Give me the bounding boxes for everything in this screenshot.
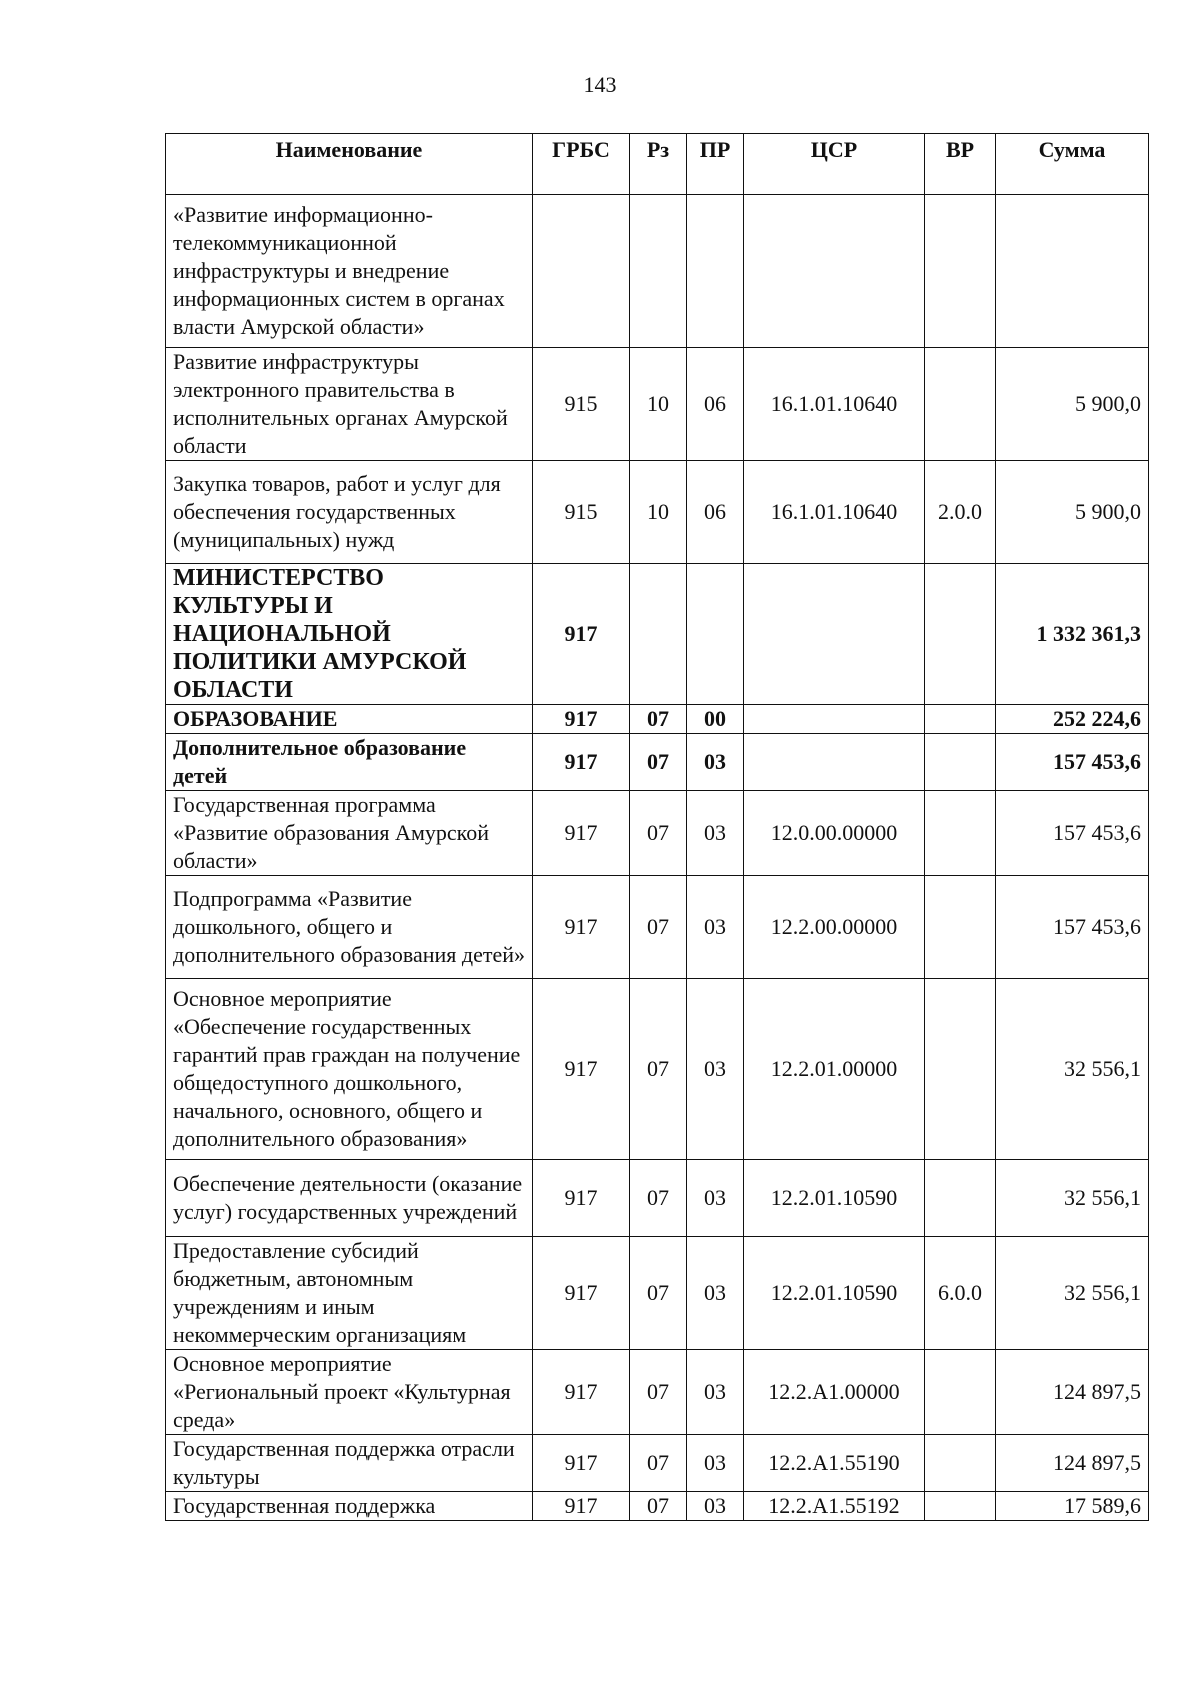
cell-vr (925, 705, 996, 734)
cell-sum: 157 453,6 (996, 791, 1149, 876)
cell-rz: 07 (630, 705, 687, 734)
cell-pr: 03 (687, 791, 744, 876)
cell-rz: 07 (630, 1160, 687, 1237)
cell-grbs: 917 (533, 1237, 630, 1350)
cell-grbs: 917 (533, 1492, 630, 1521)
header-name: Наименование (166, 134, 533, 195)
cell-sum: 32 556,1 (996, 1237, 1149, 1350)
cell-pr: 03 (687, 876, 744, 979)
header-csr: ЦСР (744, 134, 925, 195)
cell-pr (687, 564, 744, 705)
cell-sum: 32 556,1 (996, 979, 1149, 1160)
cell-grbs: 917 (533, 1350, 630, 1435)
cell-sum: 5 900,0 (996, 348, 1149, 461)
table-row (166, 1350, 1149, 1435)
cell-name: Развитие инфраструктуры электронного правительства в исполнительных органах Амурской области (166, 348, 533, 461)
cell-pr: 03 (687, 1492, 744, 1521)
cell-pr (687, 195, 744, 348)
cell-rz: 07 (630, 1435, 687, 1492)
cell-sum: 1 332 361,3 (996, 564, 1149, 705)
cell-pr: 00 (687, 705, 744, 734)
cell-csr: 16.1.01.10640 (744, 461, 925, 564)
cell-csr (744, 734, 925, 791)
cell-vr (925, 1435, 996, 1492)
table-header-row (166, 134, 1149, 195)
cell-name: Обеспечение деятельности (оказание услуг) государственных учреждений (166, 1160, 533, 1237)
cell-name: ОБРАЗОВАНИЕ (166, 705, 533, 734)
table-row (166, 734, 1149, 791)
cell-pr: 03 (687, 1160, 744, 1237)
cell-sum: 32 556,1 (996, 1160, 1149, 1237)
cell-pr: 06 (687, 348, 744, 461)
cell-csr: 12.2.01.00000 (744, 979, 925, 1160)
table-row (166, 564, 1149, 705)
cell-pr: 06 (687, 461, 744, 564)
cell-sum: 157 453,6 (996, 876, 1149, 979)
cell-name: Предоставление субсидий бюджетным, автономным учреждениям и иным некоммерческим организациям (166, 1237, 533, 1350)
cell-rz: 07 (630, 1350, 687, 1435)
cell-sum: 124 897,5 (996, 1350, 1149, 1435)
cell-sum: 17 589,6 (996, 1492, 1149, 1521)
cell-rz: 07 (630, 1492, 687, 1521)
cell-csr (744, 705, 925, 734)
table-row (166, 1435, 1149, 1492)
cell-csr (744, 564, 925, 705)
cell-vr (925, 979, 996, 1160)
page-number: 143 (583, 72, 617, 97)
cell-vr (925, 734, 996, 791)
cell-rz: 10 (630, 461, 687, 564)
cell-vr: 6.0.0 (925, 1237, 996, 1350)
cell-grbs: 917 (533, 876, 630, 979)
cell-pr: 03 (687, 979, 744, 1160)
cell-grbs: 917 (533, 1435, 630, 1492)
cell-grbs: 917 (533, 979, 630, 1160)
cell-csr: 16.1.01.10640 (744, 348, 925, 461)
cell-pr: 03 (687, 1435, 744, 1492)
cell-name: Государственная программа «Развитие образования Амурской области» (166, 791, 533, 876)
cell-vr (925, 1350, 996, 1435)
table-row (166, 348, 1149, 461)
cell-sum (996, 195, 1149, 348)
table-row (166, 979, 1149, 1160)
cell-rz: 07 (630, 876, 687, 979)
header-sum: Сумма (996, 134, 1149, 195)
cell-sum: 252 224,6 (996, 705, 1149, 734)
cell-name: Государственная поддержка (166, 1492, 533, 1521)
table-row (166, 1237, 1149, 1350)
cell-pr: 03 (687, 1350, 744, 1435)
cell-rz (630, 195, 687, 348)
cell-rz: 10 (630, 348, 687, 461)
cell-grbs: 917 (533, 1160, 630, 1237)
cell-grbs: 915 (533, 348, 630, 461)
cell-grbs (533, 195, 630, 348)
table-row (166, 195, 1149, 348)
cell-csr: 12.2.A1.55190 (744, 1435, 925, 1492)
cell-grbs: 917 (533, 734, 630, 791)
cell-grbs: 915 (533, 461, 630, 564)
cell-pr: 03 (687, 734, 744, 791)
cell-name: Основное мероприятие «Обеспечение государственных гарантий прав граждан на получение общедоступного дошкольного, начального, основного, общего и дополнительного образования» (166, 979, 533, 1160)
cell-grbs: 917 (533, 705, 630, 734)
cell-csr: 12.0.00.00000 (744, 791, 925, 876)
cell-name: Государственная поддержка отрасли культуры (166, 1435, 533, 1492)
table-row (166, 1160, 1149, 1237)
cell-rz: 07 (630, 979, 687, 1160)
table-row (166, 1492, 1149, 1521)
cell-name: Основное мероприятие «Региональный проект «Культурная среда» (166, 1350, 533, 1435)
cell-rz: 07 (630, 1237, 687, 1350)
cell-csr: 12.2.A1.00000 (744, 1350, 925, 1435)
cell-name: «Развитие информационно-телекоммуникационной инфраструктуры и внедрение информационных систем в органах власти Амурской области» (166, 195, 533, 348)
cell-csr: 12.2.00.00000 (744, 876, 925, 979)
header-rz: Рз (630, 134, 687, 195)
cell-vr (925, 791, 996, 876)
table-row (166, 461, 1149, 564)
cell-csr: 12.2.01.10590 (744, 1237, 925, 1350)
cell-sum: 157 453,6 (996, 734, 1149, 791)
cell-grbs: 917 (533, 564, 630, 705)
cell-sum: 124 897,5 (996, 1435, 1149, 1492)
cell-vr: 2.0.0 (925, 461, 996, 564)
header-pr: ПР (687, 134, 744, 195)
cell-csr: 12.2.01.10590 (744, 1160, 925, 1237)
cell-pr: 03 (687, 1237, 744, 1350)
cell-vr (925, 1160, 996, 1237)
cell-rz (630, 564, 687, 705)
cell-name: МИНИСТЕРСТВО КУЛЬТУРЫ И НАЦИОНАЛЬНОЙ ПОЛИТИКИ АМУРСКОЙ ОБЛАСТИ (166, 564, 533, 705)
table-row (166, 876, 1149, 979)
cell-name: Дополнительное образование детей (166, 734, 533, 791)
cell-name: Подпрограмма «Развитие дошкольного, общего и дополнительного образования детей» (166, 876, 533, 979)
cell-vr (925, 195, 996, 348)
table-row (166, 705, 1149, 734)
cell-csr: 12.2.A1.55192 (744, 1492, 925, 1521)
cell-name: Закупка товаров, работ и услуг для обеспечения государственных (муниципальных) нужд (166, 461, 533, 564)
table-row (166, 791, 1149, 876)
cell-vr (925, 876, 996, 979)
cell-csr (744, 195, 925, 348)
cell-vr (925, 1492, 996, 1521)
cell-grbs: 917 (533, 791, 630, 876)
cell-vr (925, 564, 996, 705)
header-grbs: ГРБС (533, 134, 630, 195)
cell-vr (925, 348, 996, 461)
cell-rz: 07 (630, 791, 687, 876)
cell-sum: 5 900,0 (996, 461, 1149, 564)
header-vr: ВР (925, 134, 996, 195)
budget-table (165, 133, 1149, 1521)
cell-rz: 07 (630, 734, 687, 791)
